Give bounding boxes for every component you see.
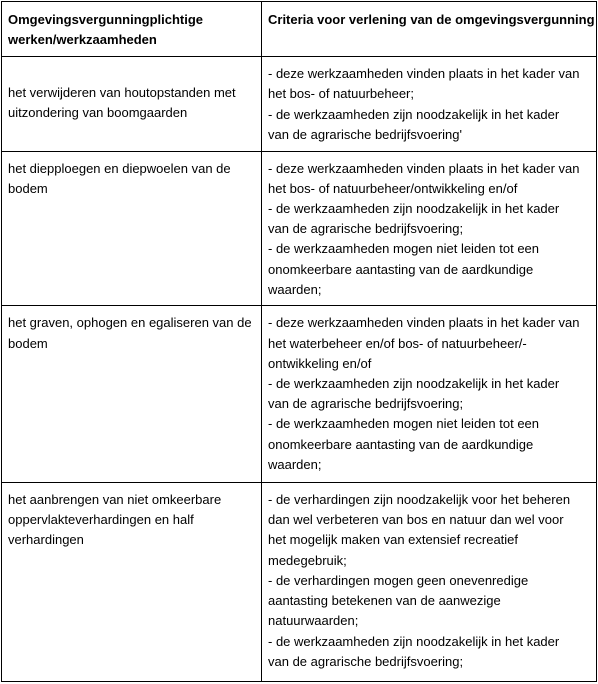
criteria-line: van de agrarische bedrijfsvoering; bbox=[268, 653, 464, 669]
criteria-cell bbox=[262, 57, 597, 151]
criteria-line: waarden; bbox=[268, 456, 322, 472]
criteria-line: het waterbeheer en/of bos- of natuurbeheer/- bbox=[268, 335, 527, 351]
table-header-row bbox=[2, 2, 597, 57]
permit-criteria-table bbox=[1, 1, 597, 682]
criteria-line: het mogelijk maken van extensief recreatief bbox=[268, 532, 519, 548]
criteria-line: - de werkzaamheden zijn noodzakelijk in het kader bbox=[268, 375, 560, 391]
criteria-line: natuurwaarden; bbox=[268, 613, 359, 629]
criteria-line: - deze werkzaamheden vinden plaats in het kader van bbox=[268, 66, 580, 82]
table-row bbox=[2, 57, 597, 151]
criteria-line: onomkeerbare aantasting van de aardkundige bbox=[268, 436, 534, 452]
table-row bbox=[2, 306, 597, 483]
criteria-line: - de werkzaamheden mogen niet leiden tot een bbox=[268, 241, 540, 257]
criteria-line: ontwikkeling en/of bbox=[268, 355, 372, 371]
criteria-line: waarden; bbox=[268, 281, 322, 297]
criteria-line: - de werkzaamheden zijn noodzakelijk in het kader bbox=[268, 633, 560, 649]
criteria-line: aantasting betekenen van de aanwezige bbox=[268, 593, 501, 609]
criteria-cell bbox=[262, 306, 597, 483]
work-cell bbox=[2, 57, 262, 151]
work-cell bbox=[2, 306, 262, 483]
header-cell-criteria bbox=[262, 2, 597, 57]
work-line: het aanbrengen van niet omkeerbare bbox=[8, 492, 222, 508]
work-line: bodem bbox=[8, 335, 48, 351]
criteria-line: dan wel verbeteren van bos en natuur dan wel voor bbox=[268, 512, 564, 528]
criteria-line: het bos- of natuurbeheer; bbox=[268, 86, 414, 102]
criteria-line: - de werkzaamheden zijn noodzakelijk in het kader bbox=[268, 201, 560, 217]
criteria-line: - deze werkzaamheden vinden plaats in het kader van bbox=[268, 315, 580, 331]
work-line: uitzondering van boomgaarden bbox=[8, 105, 188, 121]
work-line: oppervlakteverhardingen en half bbox=[8, 512, 194, 528]
criteria-line: - de verhardingen zijn noodzakelijk voor het beheren bbox=[268, 492, 571, 508]
table-row bbox=[2, 151, 597, 306]
criteria-line: - de verhardingen mogen geen onevenredige bbox=[268, 572, 529, 588]
criteria-line: van de agrarische bedrijfsvoering; bbox=[268, 221, 464, 237]
work-line: het verwijderen van houtopstanden met bbox=[8, 85, 236, 101]
table-row bbox=[2, 483, 597, 682]
work-cell bbox=[2, 151, 262, 306]
header-line: Omgevingsvergunningplichtige bbox=[8, 12, 204, 27]
criteria-line: - deze werkzaamheden vinden plaats in het kader van bbox=[268, 160, 580, 176]
work-line: het graven, ophogen en egaliseren van de bbox=[8, 315, 252, 331]
work-line: bodem bbox=[8, 180, 48, 196]
criteria-line: van de agrarische bedrijfsvoering' bbox=[268, 126, 462, 142]
criteria-line: onomkeerbare aantasting van de aardkundige bbox=[268, 261, 534, 277]
header-line: Criteria voor verlening van de omgevingsvergunning bbox=[268, 12, 595, 27]
criteria-line: medegebruik; bbox=[268, 552, 347, 568]
criteria-cell bbox=[262, 151, 597, 306]
header-cell-works bbox=[2, 2, 262, 57]
header-line: werken/werkzaamheden bbox=[8, 32, 157, 48]
work-cell bbox=[2, 483, 262, 682]
criteria-line: - de werkzaamheden mogen niet leiden tot een bbox=[268, 416, 540, 432]
criteria-line: het bos- of natuurbeheer/ontwikkeling en/of bbox=[268, 180, 518, 196]
criteria-line: van de agrarische bedrijfsvoering; bbox=[268, 396, 464, 412]
work-line: verhardingen bbox=[8, 532, 84, 548]
criteria-line: - de werkzaamheden zijn noodzakelijk in het kader bbox=[268, 106, 560, 122]
work-line: het diepploegen en diepwoelen van de bbox=[8, 160, 231, 176]
criteria-cell bbox=[262, 483, 597, 682]
